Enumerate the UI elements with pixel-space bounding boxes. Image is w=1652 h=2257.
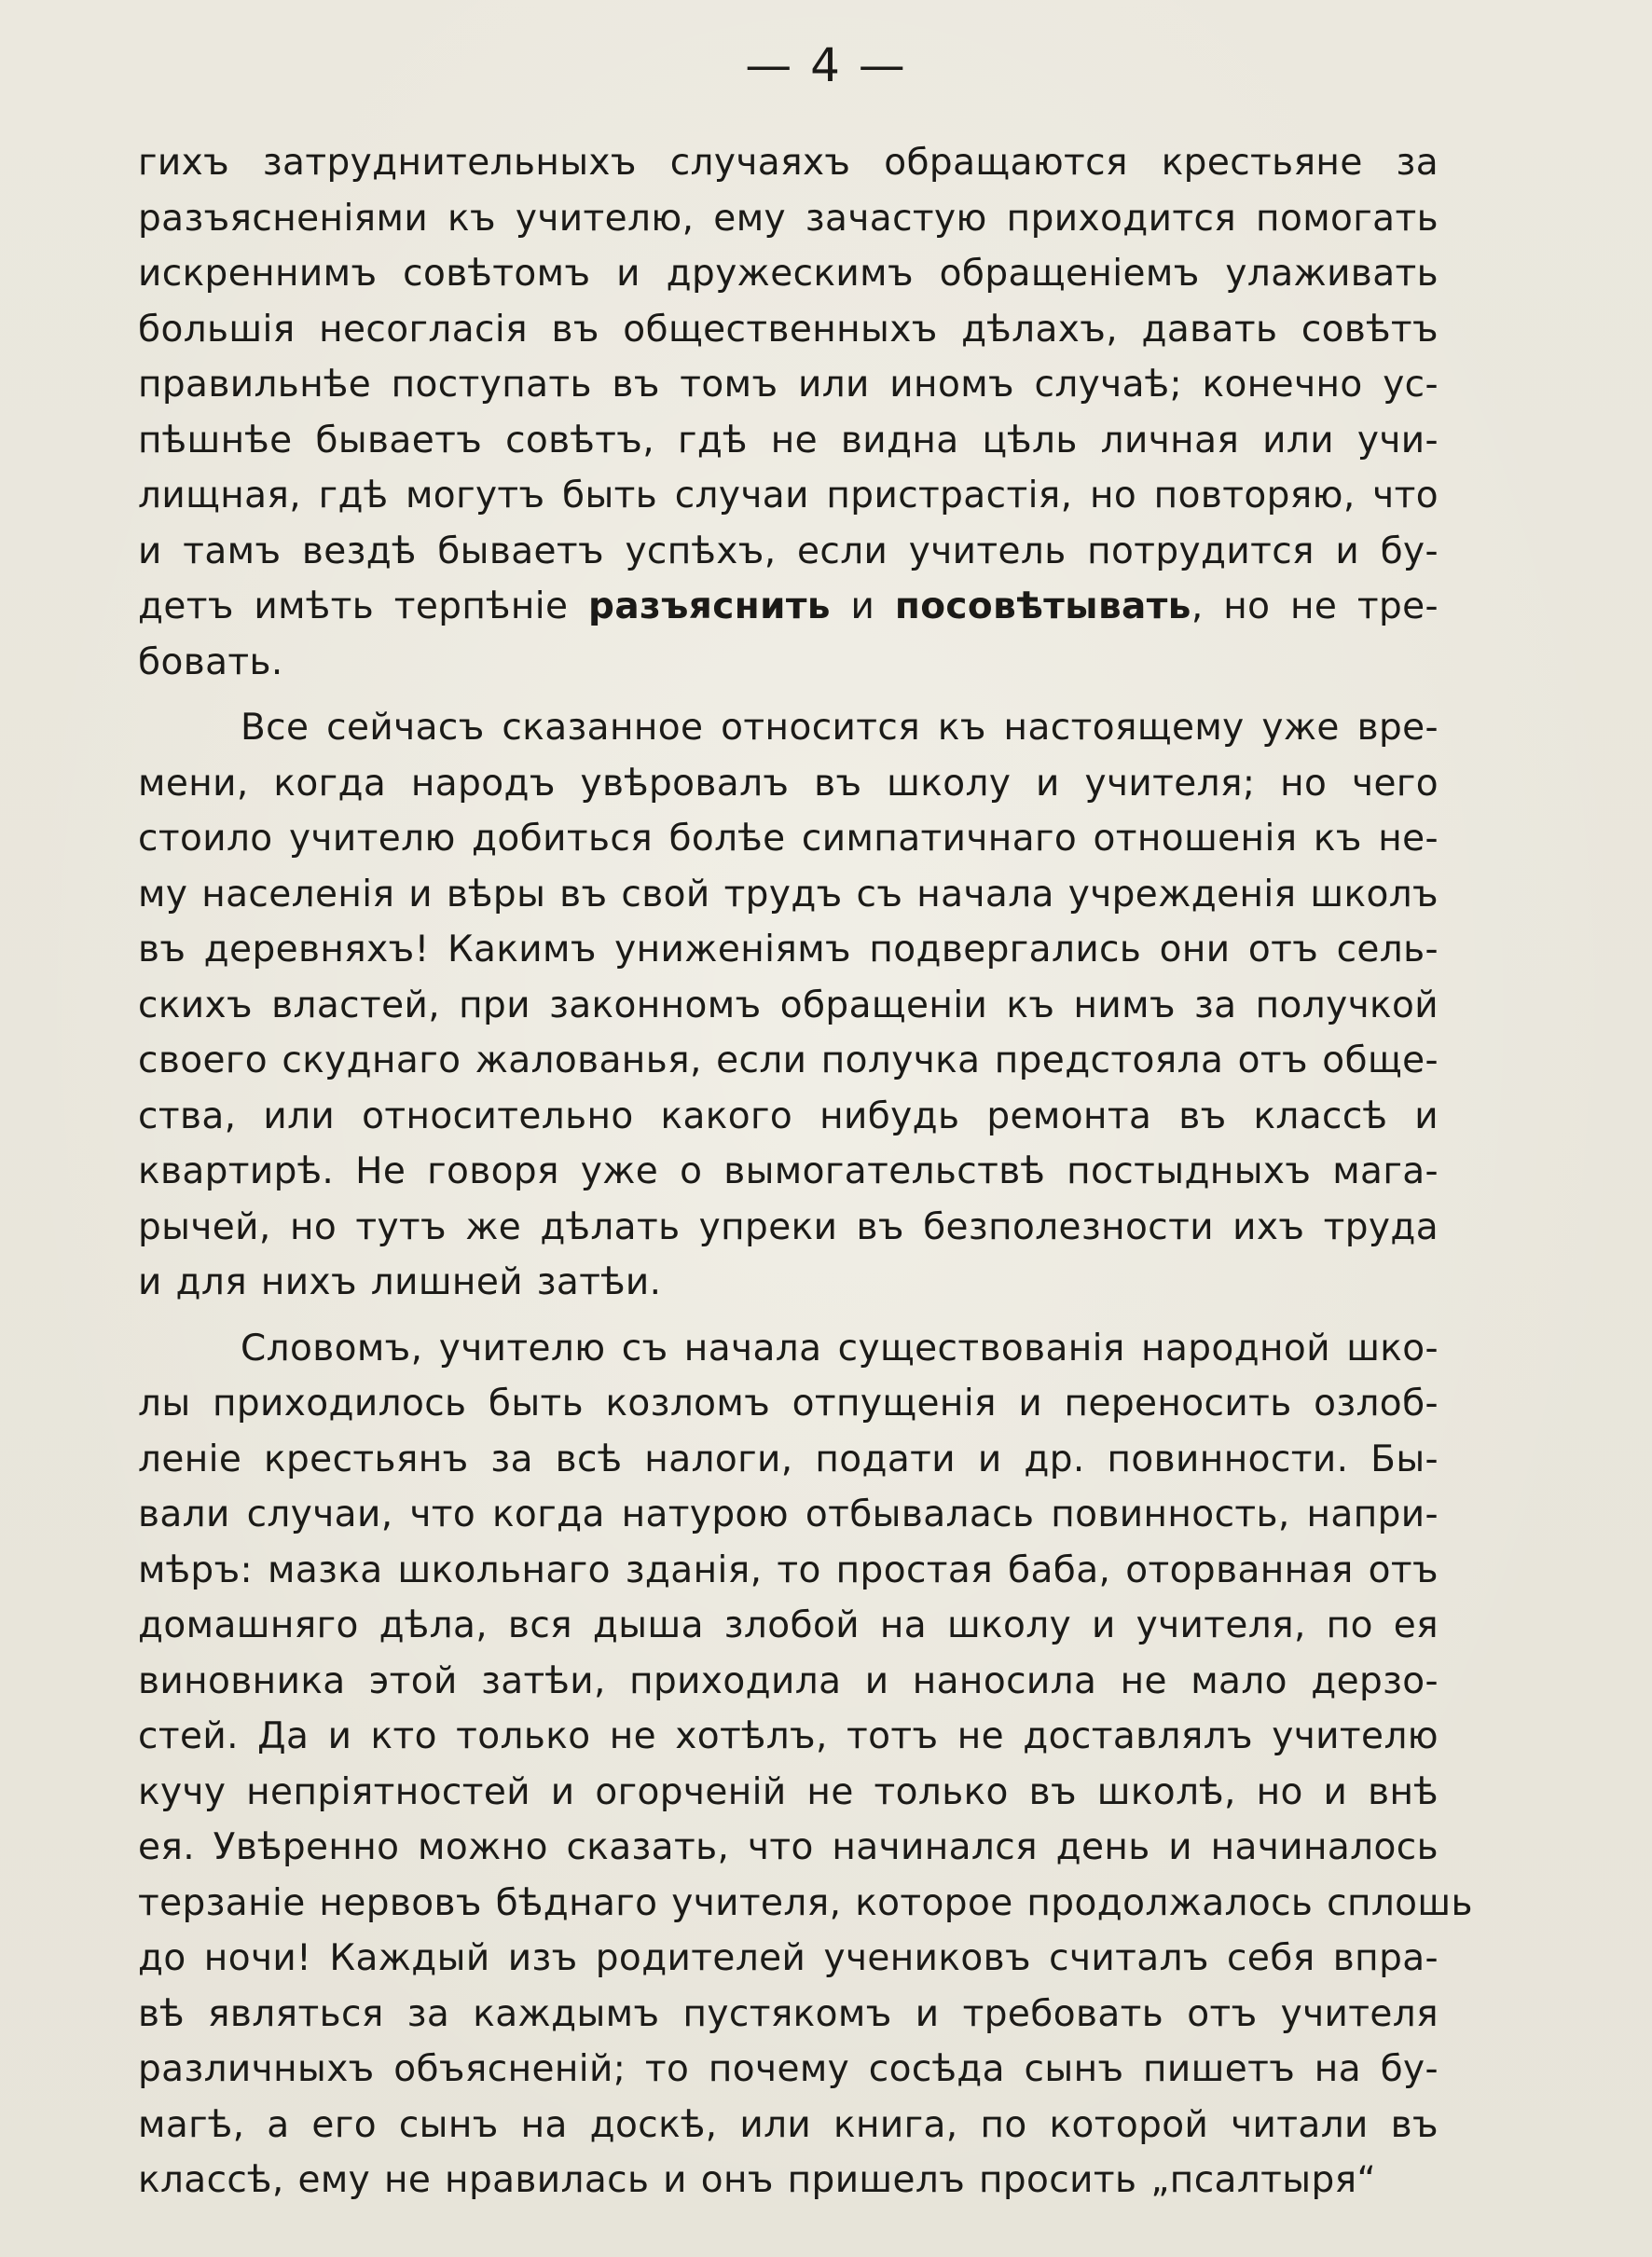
text-line <box>138 191 1439 247</box>
page-number: — 4 — <box>745 38 907 92</box>
text-line <box>138 1376 1439 1432</box>
text-line <box>138 1987 1439 2043</box>
text-run: скихъ властей, при законномъ обращеніи къ нимъ за получкой <box>138 984 1439 1026</box>
paragraph <box>138 135 1439 690</box>
text-line <box>138 579 1439 635</box>
text-run: своего скуднаго жалованья, если получка предстояла отъ обще- <box>138 1039 1439 1081</box>
paragraph <box>138 700 1439 1311</box>
text-run: , но не тре- <box>1191 585 1439 627</box>
text-run: Словомъ, учителю съ начала существованія народной шко- <box>241 1327 1439 1369</box>
paragraph <box>138 1321 1473 2209</box>
text-run: стей. Да и кто только не хотѣлъ, тотъ не доставлялъ учителю <box>138 1715 1439 1757</box>
text-line <box>138 2042 1439 2098</box>
text-line <box>138 1598 1439 1654</box>
text-line <box>138 1820 1439 1876</box>
text-line <box>138 1709 1439 1765</box>
text-run: кучу непріятностей и огорченій не только въ школѣ, но и внѣ <box>138 1770 1439 1813</box>
text-line <box>138 922 1439 978</box>
text-run: бовать. <box>138 640 283 683</box>
text-run: му населенія и вѣры въ свой трудъ съ начала учрежденія школъ <box>138 873 1439 915</box>
text-run: ства, или относительно какого нибудь ремонта въ классѣ и <box>138 1094 1439 1137</box>
emphasized-text: посовѣтывать <box>894 585 1191 627</box>
text-line <box>138 756 1439 812</box>
body-text <box>138 135 1473 2209</box>
text-run: и тамъ вездѣ бываетъ успѣхъ, если учитель потрудится и бу- <box>138 530 1439 572</box>
text-run: магѣ, а его сынъ на доскѣ, или книга, по которой читали въ <box>138 2103 1439 2146</box>
text-run: различныхъ объясненій; то почему сосѣда сынъ пишетъ на бу- <box>138 2048 1439 2090</box>
text-line <box>138 302 1439 358</box>
text-line <box>138 635 1439 691</box>
text-run: вали случаи, что когда натурою отбывалась повинность, напри- <box>138 1493 1439 1535</box>
text-run: большія несогласія въ общественныхъ дѣлахъ, давать совѣтъ <box>138 308 1439 351</box>
text-line <box>138 978 1439 1034</box>
text-run: ея. Увѣренно можно сказать, что начинался день и начиналось <box>138 1826 1439 1868</box>
text-run: и <box>830 585 895 627</box>
text-line <box>138 413 1439 469</box>
text-line <box>138 524 1439 580</box>
text-run: Все сейчасъ сказанное относится къ настоящему уже вре- <box>241 707 1439 749</box>
paragraph-gap <box>138 1311 1439 1321</box>
text-line <box>138 357 1439 413</box>
text-line <box>138 246 1439 302</box>
text-line <box>138 2153 1439 2209</box>
text-line <box>138 1200 1439 1256</box>
text-run: стоило учителю добиться болѣе симпатичнаго отношенія къ не- <box>138 818 1439 860</box>
text-line <box>138 1543 1439 1599</box>
text-run: гихъ затруднительныхъ случаяхъ обращаются крестьяне за <box>138 142 1439 184</box>
text-run: мени, когда народъ увѣровалъ въ школу и учителя; но чего <box>138 762 1439 805</box>
text-run: до ночи! Каждый изъ родителей учениковъ считалъ себя впра- <box>138 1937 1439 1979</box>
text-line <box>138 1089 1439 1145</box>
text-line <box>138 1876 1473 1932</box>
text-run: правильнѣе поступать въ томъ или иномъ случаѣ; конечно ус- <box>138 364 1439 406</box>
text-line <box>138 2098 1439 2154</box>
text-run: классѣ, ему не нравилась и онъ пришелъ просить „псалтыря“ <box>138 2159 1377 2201</box>
text-run: домашняго дѣла, вся дыша злобой на школу и учителя, по ея <box>138 1604 1439 1646</box>
paragraph-gap <box>138 690 1439 700</box>
text-run: мѣръ: мазка школьнаго зданія, то простая баба, оторванная отъ <box>138 1548 1439 1591</box>
text-line <box>138 1033 1439 1089</box>
text-run: квартирѣ. Не говоря уже о вымогательствѣ постыдныхъ мага- <box>138 1150 1439 1192</box>
text-run: искреннимъ совѣтомъ и дружескимъ обращеніемъ улаживать <box>138 253 1439 295</box>
text-run: виновника этой затѣи, приходила и наносила не мало дерзо- <box>138 1659 1439 1702</box>
text-run: леніе крестьянъ за всѣ налоги, подати и др. повинности. Бы- <box>138 1438 1439 1480</box>
text-run: въ деревняхъ! Какимъ униженіямъ подвергались они отъ сель- <box>138 929 1439 970</box>
text-run: лы приходилось быть козломъ отпущенія и переносить озлоб- <box>138 1383 1439 1424</box>
text-run: разъясненіями къ учителю, ему зачастую приходится помогать <box>138 197 1439 240</box>
text-run: терзаніе нервовъ бѣднаго учителя, которое продолжалось сплошь <box>138 1881 1473 1924</box>
text-line <box>138 700 1439 756</box>
text-run: детъ имѣть терпѣніе <box>138 585 588 627</box>
text-line <box>138 1487 1439 1543</box>
text-line <box>138 811 1439 867</box>
text-run: лищная, гдѣ могутъ быть случаи пристрастія, но повторяю, что <box>138 475 1439 516</box>
text-line <box>138 468 1439 524</box>
text-line <box>138 135 1439 191</box>
text-run: вѣ являться за каждымъ пустякомъ и требовать отъ учителя <box>138 1992 1439 2035</box>
text-line <box>138 1255 1439 1311</box>
text-line <box>138 1931 1439 1987</box>
text-line <box>138 1765 1439 1821</box>
emphasized-text: разъяснить <box>588 585 831 627</box>
text-run: рычей, но тутъ же дѣлать упреки въ безполезности ихъ труда <box>138 1205 1439 1248</box>
text-run: и для нихъ лишней затѣи. <box>138 1261 662 1303</box>
text-run: пѣшнѣе бываетъ совѣтъ, гдѣ не видна цѣль личная или учи- <box>138 419 1439 461</box>
text-line <box>138 1144 1439 1200</box>
text-line <box>138 1432 1439 1488</box>
text-line <box>138 1321 1439 1377</box>
text-line <box>138 867 1439 923</box>
text-line <box>138 1654 1439 1710</box>
